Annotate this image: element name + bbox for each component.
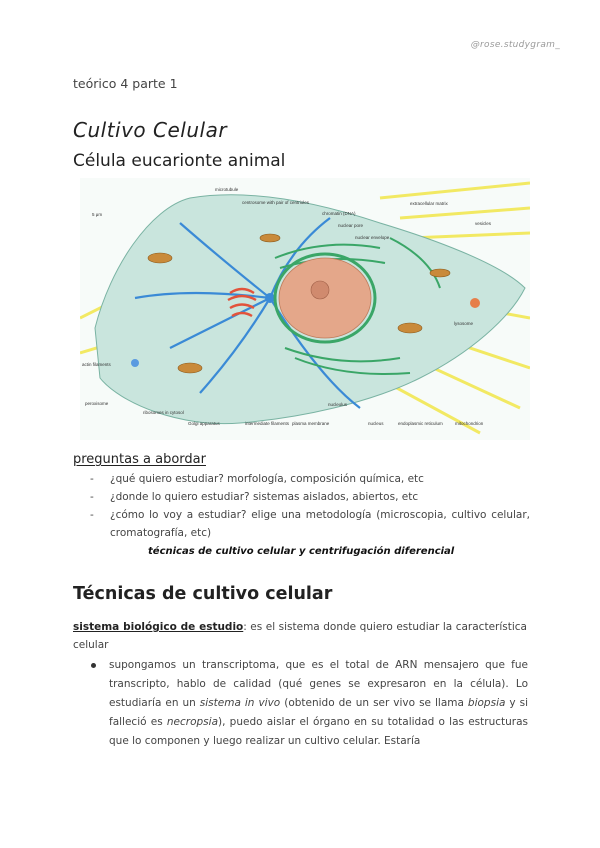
list-item: - ¿donde lo quiero estudiar? sistemas aislados, abiertos, etc <box>90 491 419 503</box>
cell-diagram <box>80 178 530 440</box>
label-actin: actin filaments <box>82 362 111 367</box>
label-chromatin: chromatin (DNA) <box>322 211 356 216</box>
questions-heading: preguntas a abordar <box>73 452 206 467</box>
bullet-list <box>88 656 528 751</box>
label-nucleus: nucleus <box>368 421 384 426</box>
label-mitochondrion: mitochondrion <box>455 421 484 426</box>
label-intermediate: intermediate filaments <box>245 421 290 426</box>
techniques-note: técnicas de cultivo celular y centrifugación diferencial <box>148 546 455 557</box>
page-title: Cultivo Celular <box>73 118 228 142</box>
list-item: - ¿cómo lo voy a estudiar? elige una metodología (microscopia, cultivo celular, cromatografía, etc) <box>90 509 530 539</box>
label-golgi: Golgi apparatus <box>188 421 220 426</box>
label-scale: 5 μm <box>92 212 103 217</box>
section-heading-cell: Célula eucarionte animal <box>73 151 286 171</box>
doc-subtitle: teórico 4 parte 1 <box>73 76 178 91</box>
bullet-dot <box>91 663 96 668</box>
term-sistema-biologico: sistema biológico de estudio <box>73 621 244 633</box>
list-item: - ¿qué quiero estudiar? morfología, composición química, etc <box>90 473 424 485</box>
label-er: endoplasmic reticulum <box>398 421 443 426</box>
definition-paragraph: sistema biológico de estudio: es el sistema donde quiero estudiar la característica celular <box>73 621 527 651</box>
label-vesicles: vesicles <box>475 221 492 226</box>
peroxisome <box>131 359 139 367</box>
nucleus <box>279 258 371 338</box>
lysosome <box>470 298 480 308</box>
section-heading-techniques: Técnicas de cultivo celular <box>73 584 333 604</box>
label-ribosomes: ribosomes in cytosol <box>143 410 184 415</box>
label-peroxisome: peroxisome <box>85 401 109 406</box>
nucleolus <box>311 281 329 299</box>
label-ecm: extracellular matrix <box>410 201 448 206</box>
label-microtubule: microtubule <box>215 187 239 192</box>
label-nuclear-pore: nuclear pore <box>338 223 364 228</box>
label-nucleolus: nucleolus <box>328 402 348 407</box>
label-lysosome: lysosome <box>454 321 474 326</box>
label-centrosome: centrosome with pair of centrioles <box>242 200 310 205</box>
label-nuclear-envelope: nuclear envelope <box>355 235 390 240</box>
label-plasma-membrane: plasma membrane <box>292 421 330 426</box>
watermark: @rose.studygram_ <box>470 40 560 50</box>
list-item: supongamos un transcriptoma, que es el total de ARN mensajero que fue transcripto, hablo de calidad (qué genes se expresaron en la célula). Lo estudiaría en un sistema in vivo (obtenido de un ser vivo se llama biopsia y si falleció es necropsia), puedo aislar el órgano en su totalidad o las estructuras que lo componen y luego realizar un cultivo celular. Estaría <box>88 656 528 751</box>
questions-list <box>90 470 530 542</box>
